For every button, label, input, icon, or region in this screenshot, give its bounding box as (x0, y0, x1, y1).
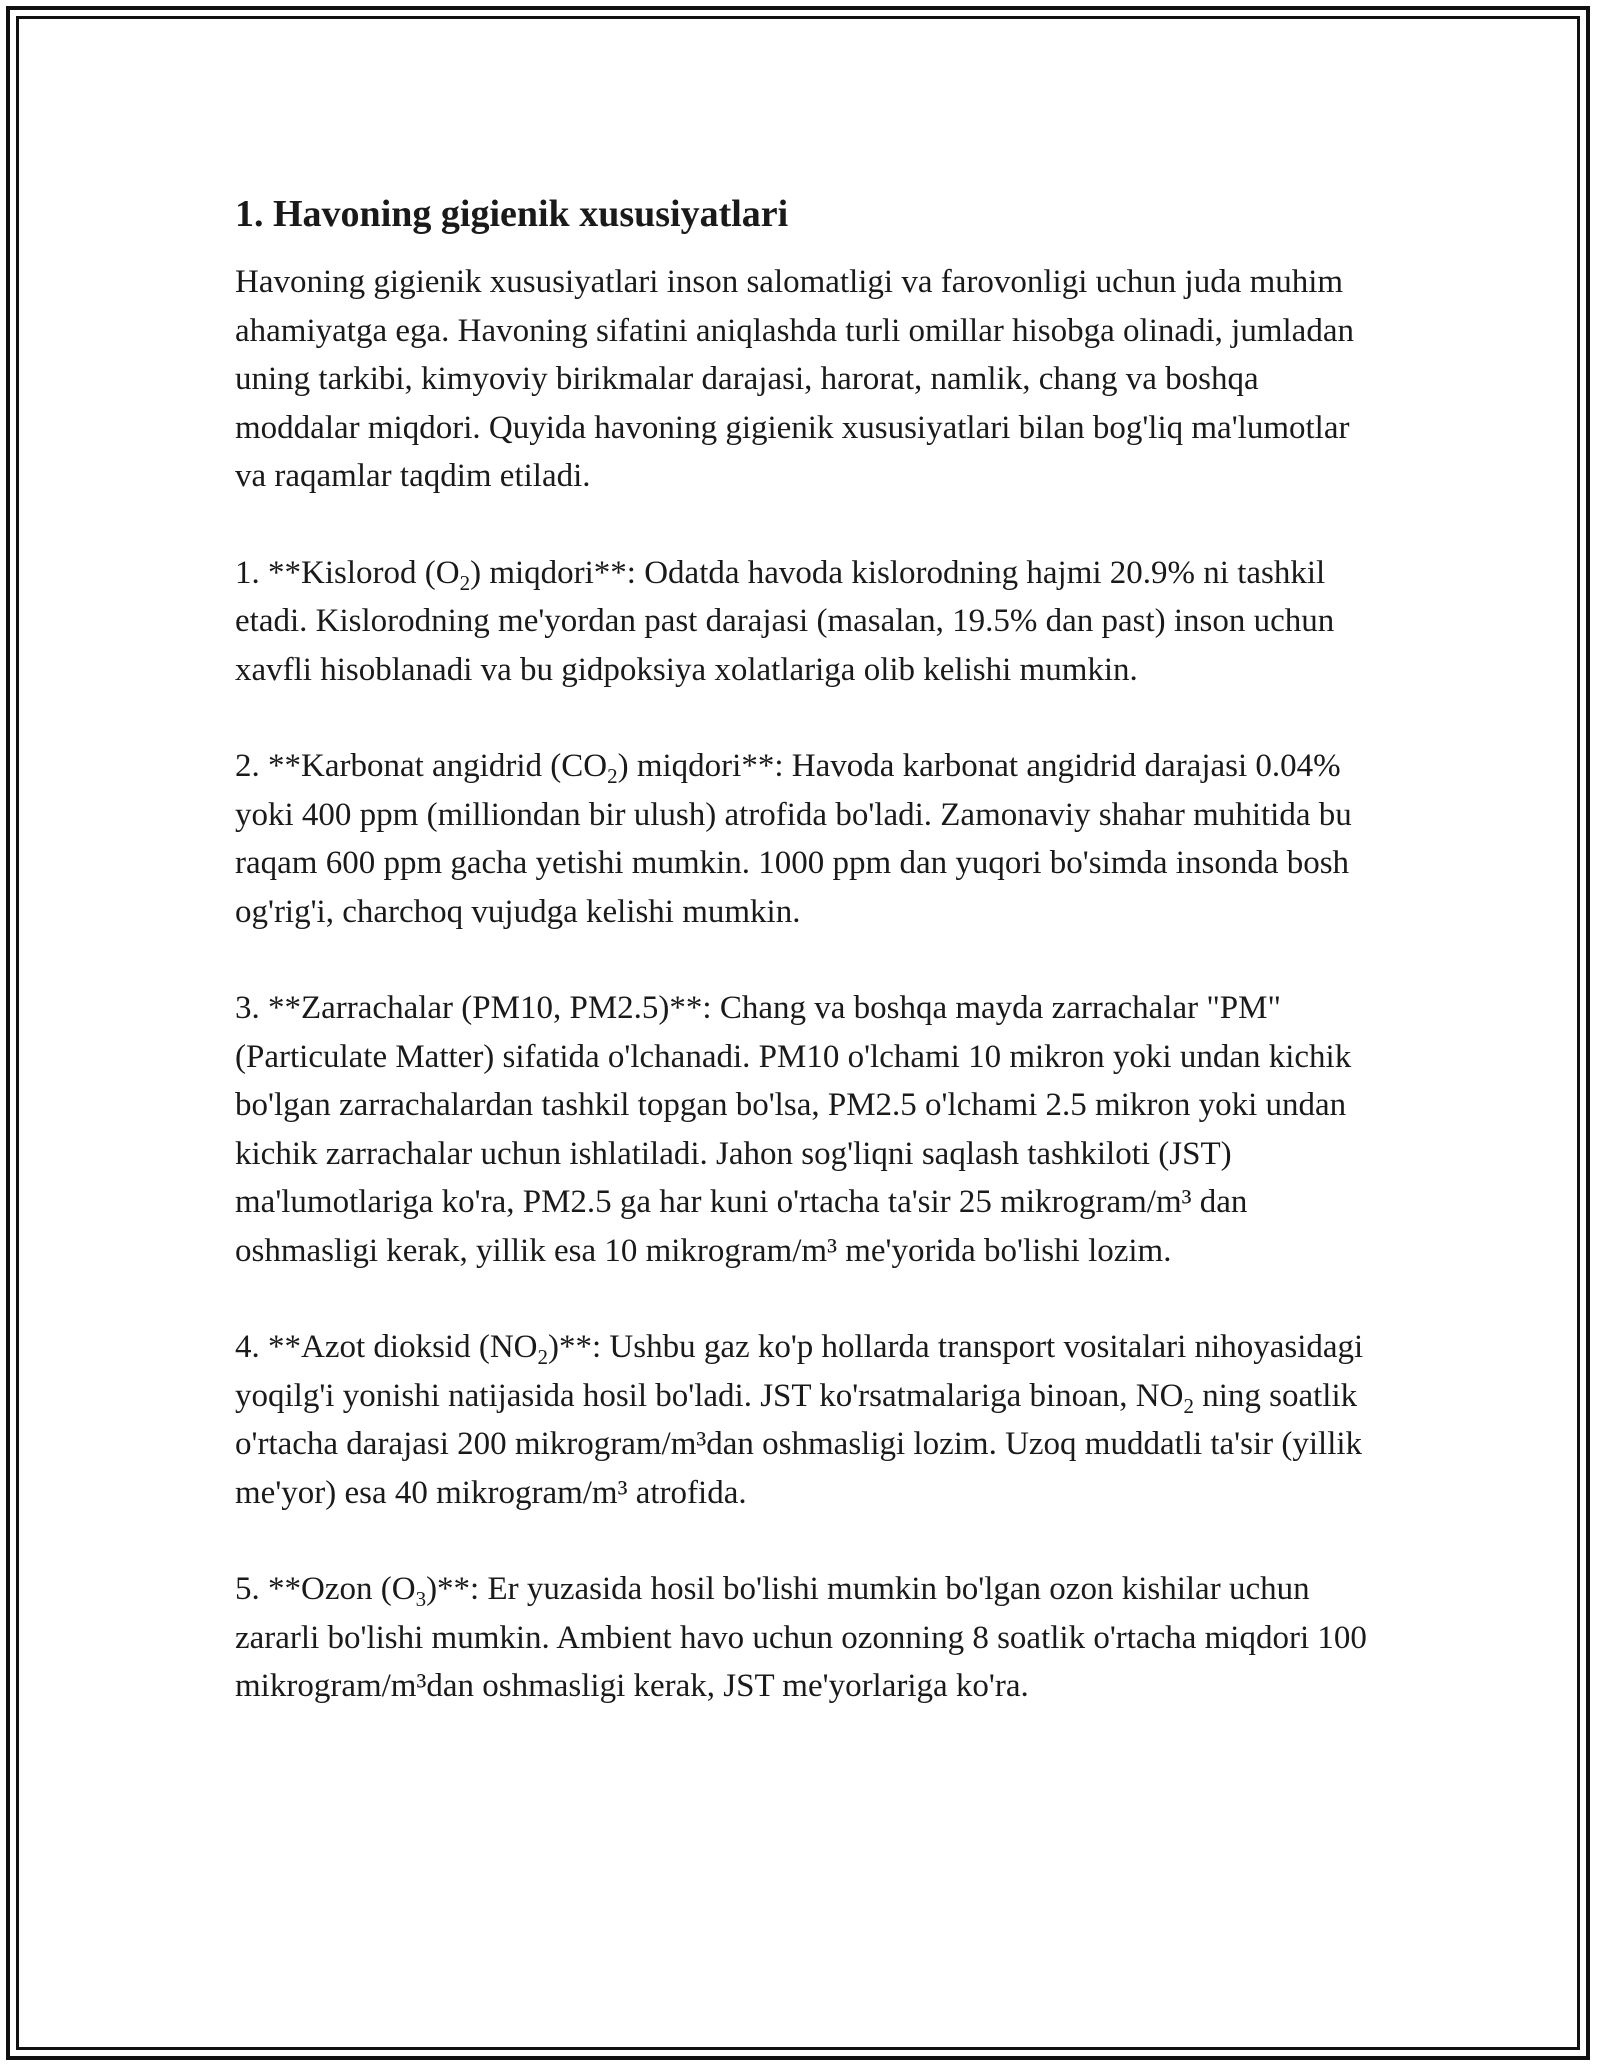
item-no2-prefix: 4. **Azot dioksid (NO (235, 1329, 538, 1365)
item-co2-text: ) miqdori**: Havoda karbonat angidrid darajasi 0.04% yoki 400 ppm (milliondan bir ulush) atrofida bo'ladi. Zamonaviy shahar muhitida bu raqam 600 ppm gacha yetishi mumkin. 1000 ppm dan yuqori bo'simda insonda bosh og'rig'i, charchoq vujudga kelishi mumkin. (235, 748, 1352, 930)
item-ozone-prefix: 5. **Ozon (O (235, 1571, 416, 1607)
item-particulates: 3. **Zarrachalar (PM10, PM2.5)**: Chang va boshqa mayda zarrachalar "PM" (Particulate Matter) sifatida o'lchanadi. PM10 o'lchami 10 mikron yoki undan kichik bo'lgan zarrachalardan tashkil topgan bo'lsa, PM2.5 o'lchami 2.5 mikron yoki undan kichik zarrachalar uchun ishlatiladi. Jahon sog'liqni saqlash tashkiloti (JST) ma'lumotlariga ko'ra, PM2.5 ga har kuni o'rtacha ta'sir 25 mikrogram/m³ dan oshmasligi kerak, yillik esa 10 mikrogram/m³ me'yorida bo'lishi lozim. (235, 990, 1352, 1269)
item-oxygen (235, 549, 1385, 695)
item-oxygen-text: ) miqdori**: Odatda havoda kislorodning hajmi 20.9% ni tashkil etadi. Kislorodning me'yordan past darajasi (masalan, 19.5% dan past) inson uchun xavfli hisoblanadi va bu gidpoksiya xolatlariga olib kelishi mumkin. (235, 554, 1335, 688)
item-oxygen-subscript: 2 (459, 570, 471, 595)
item-no2-text: ning soatlik o'rtacha darajasi 200 mikrogram/m³dan oshmasligi lozim. Uzoq muddatli ta'sir (yillik me'yor) esa 40 mikrogram/m³ atrofida. (235, 1377, 1363, 1511)
item-oxygen-prefix: 1. **Kislorod (O (235, 554, 460, 591)
section-heading: 1. Havoning gigienik xususiyatlari (235, 193, 789, 235)
intro-paragraph: Havoning gigienik xususiyatlari inson salomatligi va farovonligi uchun juda muhim ahamiyatga ega. Havoning sifatini aniqlashda turli omillar hisobga olinadi, jumladan uning tarkibi, kimyoviy birikmalar darajasi, harorat, namlik, chang va boshqa moddalar miqdori. Quyida havoning gigienik xususiyatlari bilan bog'liq ma'lumotlar va raqamlar taqdim etiladi. (235, 264, 1354, 494)
item-no2-subscript: 2 (537, 1345, 548, 1369)
document-body (235, 186, 1385, 1759)
item-ozone-text: )**: Er yuzasida hosil bo'lishi mumkin bo'lgan ozon kishilar uchun zararli bo'lishi mumkin. Ambient havo uchun ozonning 8 soatlik o'rtacha miqdori 100 mikrogram/m³dan oshmasligi kerak, JST me'yorlariga ko'ra. (235, 1571, 1367, 1704)
item-ozone (235, 1565, 1385, 1711)
item-ozone-subscript: 3 (415, 1587, 427, 1611)
item-no2-subscript-2: 2 (1183, 1393, 1194, 1418)
item-no2-middle: )**: Ushbu gaz ko'p hollarda transport vositalari nihoyasidagi yoqilg'i yonishi natijasida hosil bo'ladi. JST ko'rsatmalariga binoan, NO (235, 1329, 1364, 1414)
item-co2-subscript: 2 (607, 764, 618, 788)
item-nitrogen-dioxide (235, 1323, 1385, 1517)
item-carbon-dioxide (235, 742, 1385, 936)
item-co2-prefix: 2. **Karbonat angidrid (CO (235, 748, 608, 784)
